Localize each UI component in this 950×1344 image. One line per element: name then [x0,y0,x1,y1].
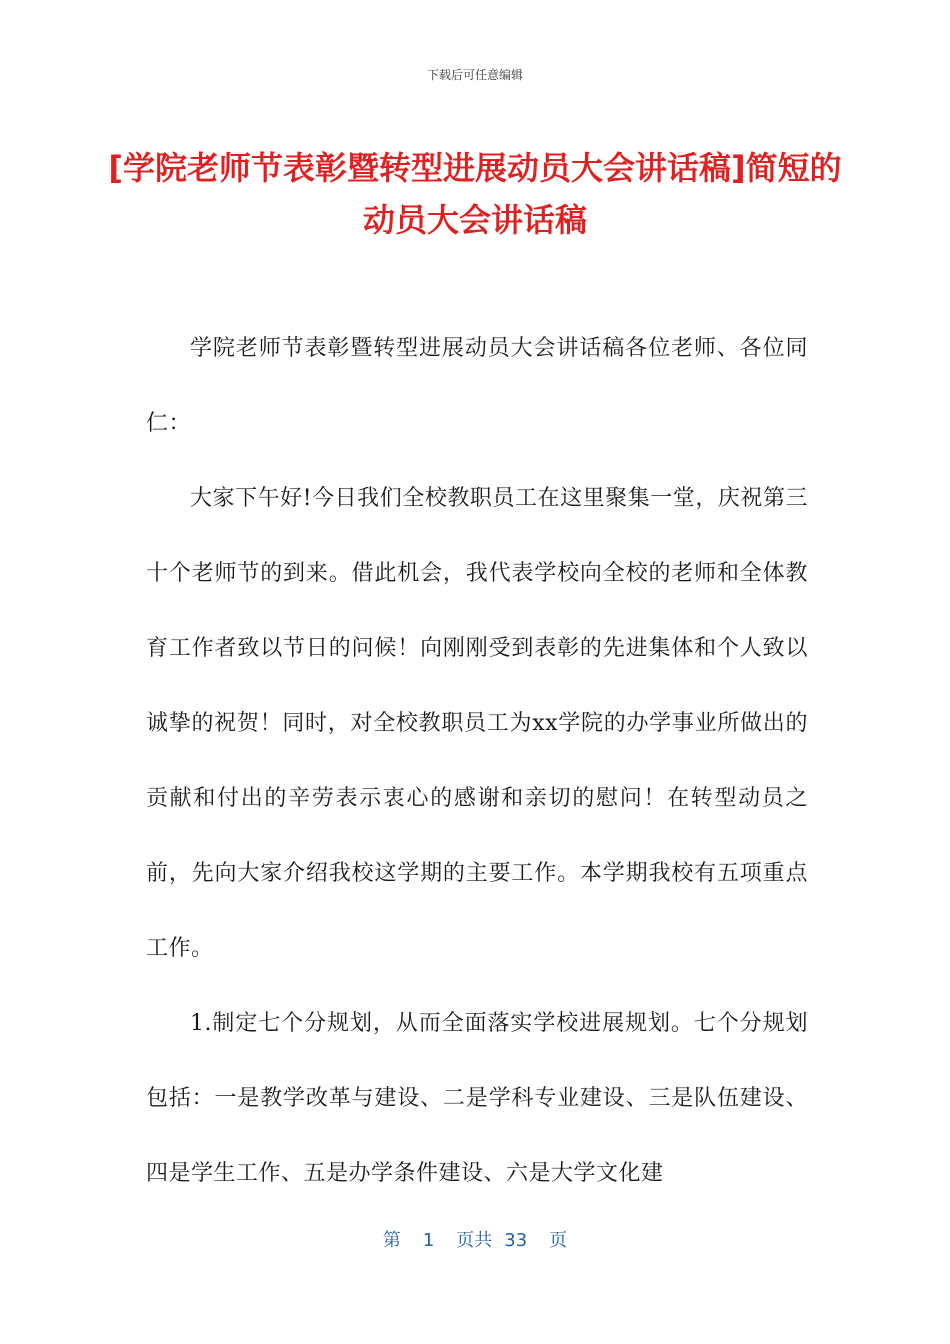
page-footer [0,1226,950,1252]
paragraph-item-1: 1.制定七个分规划，从而全面落实学校进展规划。七个分规划包括：一是教学改革与建设、二是学科专业建设、三是队伍建设、四是学生工作、五是办学条件建设、六是大学文化建 [146,1011,808,1186]
paragraph-greeting: 大家下午好!今日我们全校教职员工在这里聚集一堂，庆祝第三十个老师节的到来。借此机会，我代表学校向全校的老师和全体教育工作者致以节日的问候！向刚刚受到表彰的先进集体和个人致以诚挚的祝贺！同时，对全校教职员工为xx学院的办学事业所做出的贡献和付出的辛劳表示衷心的感谢和亲切的慰问！在转型动员之前，先向大家介绍我校这学期的主要工作。本学期我校有五项重点工作。 [146,486,808,961]
footer-page-number: 1 [422,1230,435,1251]
footer-middle: 页共 [456,1230,493,1251]
document-body [146,311,808,1211]
footer-prefix: 第 [382,1230,401,1251]
document-title: [学院老师节表彰暨转型进展动员大会讲话稿]简短的动员大会讲话稿 [108,149,842,239]
header-note: 下载后可任意编辑 [426,68,523,82]
footer-suffix: 页 [549,1230,568,1251]
paragraph-salutation: 学院老师节表彰暨转型进展动员大会讲话稿各位老师、各位同仁： [146,336,808,436]
footer-total-pages: 33 [504,1230,528,1251]
